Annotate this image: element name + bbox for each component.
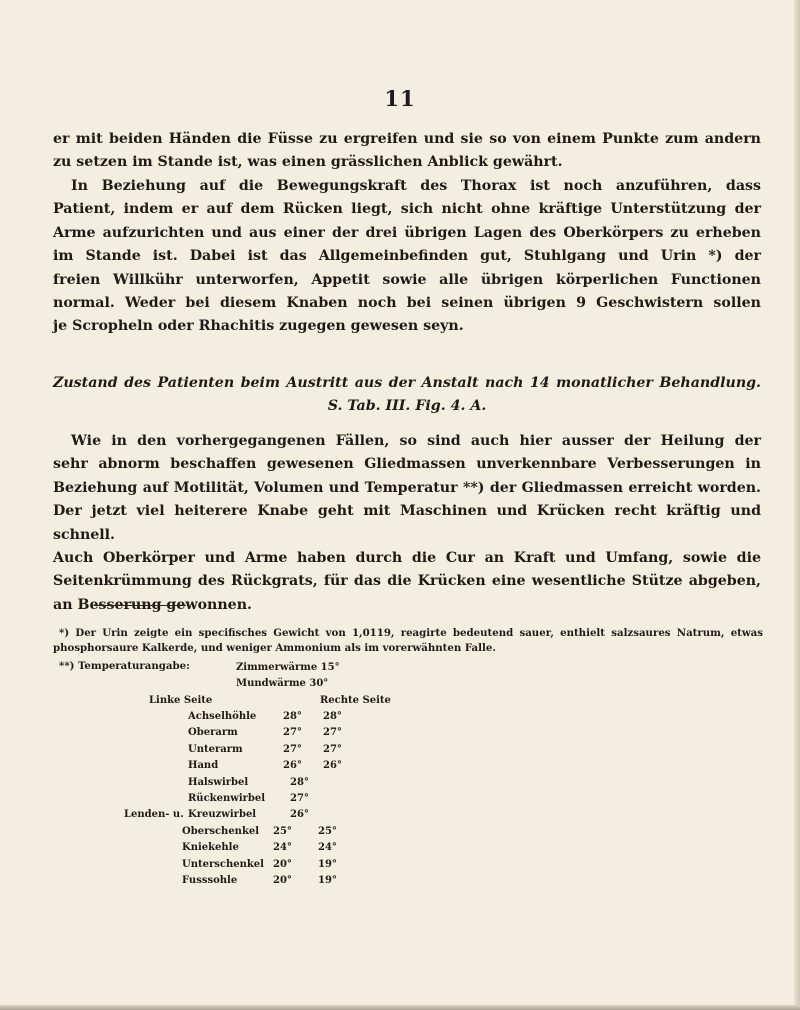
- temperature-table: [124, 709, 550, 889]
- page-number: 11: [384, 86, 416, 111]
- spine-temperature: 28°: [290, 776, 309, 788]
- body-part: Kreuzwirbel: [188, 809, 257, 821]
- paragraph-continuation: [53, 128, 761, 175]
- text-line: sehr abnorm beschaffen gewesenen Gliedmassen unverkennbare Verbesserungen in: [53, 456, 761, 473]
- temperature-header: [150, 660, 550, 709]
- text-line: im Stande ist. Dabei ist das Allgemeinbefinden gut, Stuhlgang und Urin *) der: [53, 248, 761, 265]
- body-part: Rückenwirbel: [188, 792, 266, 804]
- right-temperature: 28°: [323, 711, 342, 722]
- footnote-line: phosphorsaure Kalkerde, und weniger Ammonium als im vorerwähnten Falle.: [53, 642, 496, 654]
- text-line: Seitenkrümmung des Rückgrats, für das die Krücken eine wesentliche Stütze abgeben,: [53, 573, 761, 590]
- left-temperature: 27°: [283, 743, 302, 755]
- body-part: Fusssohle: [182, 874, 238, 886]
- table-row: [150, 857, 550, 873]
- left-temperature: 25°: [273, 825, 292, 837]
- right-temperature: 27°: [323, 727, 342, 739]
- text-line: an Besserung gewonnen.: [53, 596, 252, 613]
- section-heading: [53, 372, 761, 419]
- right-side-header: Rechte Seite: [320, 694, 391, 706]
- text-line: Der jetzt viel heiterere Knabe geht mit Maschinen und Krücken recht kräftig und schnell.: [53, 503, 761, 543]
- text-line: normal. Weder bei diesem Knaben noch bei seinen übrigen 9 Geschwistern sollen: [53, 295, 761, 312]
- right-temperature: 26°: [323, 760, 342, 772]
- spine-temperature: 26°: [290, 809, 309, 821]
- spine-temperature: 27°: [290, 792, 309, 804]
- temperature-label: **) Temperaturangabe:: [59, 660, 190, 672]
- bottom-edge: [0, 1005, 800, 1010]
- table-row: [150, 709, 550, 725]
- text-line: Arme aufzurichten und aus einer der drei übrigen Lagen des Oberkörpers zu erheben: [53, 224, 761, 241]
- left-side-header: Linke Seite: [149, 694, 213, 706]
- body-part: Achselhöhle: [188, 711, 257, 722]
- left-temperature: 28°: [283, 711, 302, 722]
- body-part: Unterschenkel: [182, 858, 264, 870]
- text-line: zu setzen im Stande ist, was einen grässlichen Anblick gewährt.: [53, 154, 563, 171]
- footnote-urine: [53, 626, 763, 656]
- table-row: [150, 840, 550, 856]
- page-edge: [794, 0, 800, 1010]
- table-row: [150, 824, 550, 840]
- left-temperature: 20°: [273, 874, 292, 886]
- room-temperature: Zimmerwärme 15°: [236, 662, 340, 673]
- table-row: [150, 758, 550, 774]
- paragraph-thorax: [53, 175, 761, 339]
- heading-figure-reference: S. Tab. III. Fig. 4. A.: [327, 398, 487, 415]
- row-prefix: Lenden- u.: [124, 809, 184, 821]
- paragraph-discharge: [53, 430, 761, 617]
- text-line: Beziehung auf Motilität, Volumen und Temperatur **) der Gliedmassen erreicht worden.: [53, 479, 761, 496]
- text-line: Patient, indem er auf dem Rücken liegt, sich nicht ohne kräftige Unterstützung der: [53, 201, 761, 218]
- right-temperature: 25°: [318, 825, 337, 837]
- table-row: [150, 775, 550, 791]
- mouth-temperature: Mundwärme 30°: [236, 678, 329, 690]
- body-part: Halswirbel: [188, 776, 249, 788]
- left-temperature: 24°: [273, 842, 292, 854]
- right-temperature: 24°: [318, 842, 337, 854]
- body-part: Hand: [188, 760, 219, 772]
- left-temperature: 27°: [283, 727, 302, 739]
- body-part: Oberarm: [188, 727, 238, 739]
- right-temperature: 27°: [323, 743, 342, 755]
- body-part: Oberschenkel: [182, 825, 260, 837]
- heading-title: Zustand des Patienten beim Austritt aus der Anstalt nach 14 monatlicher Behandlung.: [53, 375, 761, 391]
- left-temperature: 26°: [283, 760, 302, 772]
- right-temperature: 19°: [318, 874, 337, 886]
- text-line: In Beziehung auf die Bewegungskraft des Thorax ist noch anzuführen, dass: [71, 178, 761, 194]
- right-temperature: 19°: [318, 858, 337, 870]
- footnote-divider: [94, 605, 186, 606]
- text-line: je Scropheln oder Rhachitis zugegen gewesen seyn.: [53, 318, 464, 335]
- table-row: [150, 742, 550, 758]
- text-line: Auch Oberkörper und Arme haben durch die Cur an Kraft und Umfang, sowie die: [53, 550, 761, 567]
- left-temperature: 20°: [273, 858, 292, 870]
- table-row: [150, 791, 550, 807]
- table-row: [150, 873, 550, 889]
- footnote-line: *) Der Urin zeigte ein specifisches Gewicht von 1,0119, reagirte bedeutend sauer, enthielt salzsaures Natrum, etwas: [59, 627, 763, 639]
- text-line: Wie in den vorhergegangenen Fällen, so sind auch hier ausser der Heilung der: [71, 433, 761, 449]
- text-line: freien Willkühr unterworfen, Appetit sowie alle übrigen körperlichen Functionen: [53, 271, 761, 288]
- text-line: er mit beiden Händen die Füsse zu ergreifen und sie so von einem Punkte zum andern: [53, 131, 761, 147]
- table-row: [124, 807, 550, 823]
- body-part: Unterarm: [188, 743, 243, 755]
- body-part: Kniekehle: [182, 842, 239, 854]
- table-row: [150, 725, 550, 741]
